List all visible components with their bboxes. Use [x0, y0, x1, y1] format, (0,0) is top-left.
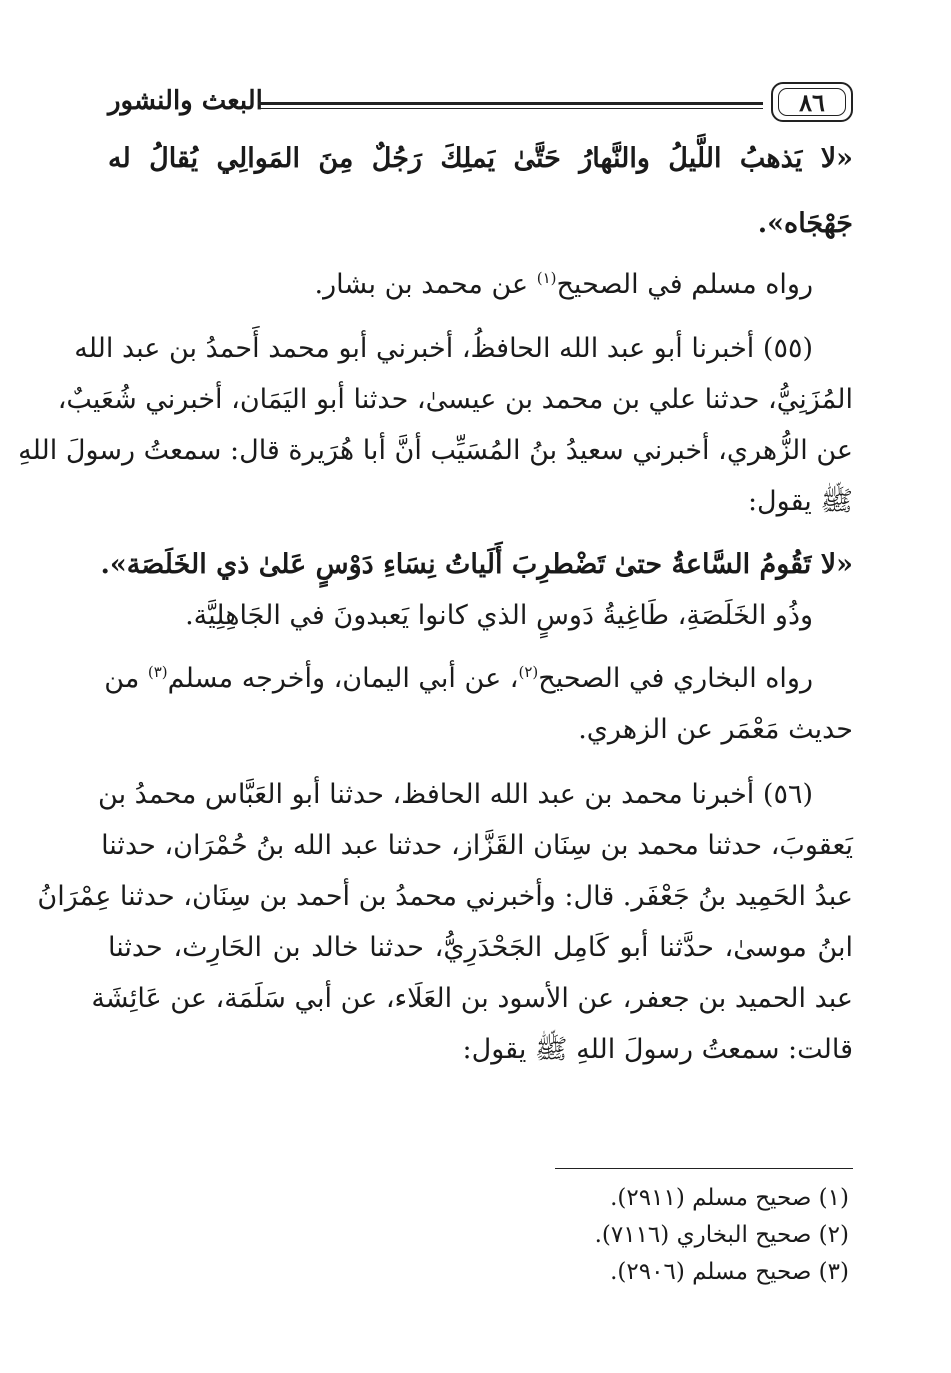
hadith-quote-line: جَهْجَاه».: [757, 208, 853, 239]
narration-text: رواه مسلم في الصحيح: [556, 269, 813, 300]
footnote-ref: (٣): [147, 663, 168, 681]
narration-line: [108, 259, 853, 310]
isnad-line: المُزَنِيُّ، حدثنا علي بن محمد بن عيسىٰ، حدثنا أبو اليَمَان، أخبرني شُعَيبٌ،: [57, 384, 853, 415]
main-text: [18, 133, 853, 1075]
footnote-ref: (١): [536, 269, 557, 287]
footnote: (٣) صحيح مسلم (٢٩٠٦).: [610, 1259, 849, 1285]
page-number-frame: [771, 82, 853, 122]
narration-text: رواه البخاري في الصحيح: [538, 663, 813, 694]
header-rule: [258, 102, 763, 105]
commentary-line: وذُو الخَلَصَةِ، طَاغِيةُ دَوسٍ الذي كانوا يَعبدونَ في الجَاهِلِيَّة.: [185, 600, 813, 631]
page-header: [108, 82, 853, 130]
isnad-line: قالت: سمعتُ رسولَ اللهِ ﷺ يقول:: [462, 1034, 853, 1065]
narration-text: من: [104, 663, 148, 694]
narration-text: عن محمد بن بشار.: [314, 269, 537, 300]
isnad-line: ابنُ موسىٰ، حدَّثنا أبو كَامِل الجَحْدَرِيُّ، حدثنا خالد بن الحَارِث، حدثنا: [108, 932, 853, 963]
footnote: (٢) صحيح البخاري (٧١١٦).: [594, 1222, 849, 1248]
isnad-line: (٥٦) أخبرنا محمد بن عبد الله الحافظ، حدثنا أبو العَبَّاس محمدُ بن: [98, 779, 813, 810]
hadith-quote-line: «لا تَقُومُ السَّاعةُ حتىٰ تَضْطرِبَ أَلَياتُ نِسَاءِ دَوْسٍ عَلىٰ ذي الخَلَصَة».: [100, 549, 853, 580]
footnote: (١) صحيح مسلم (٢٩١١).: [610, 1185, 849, 1211]
book-title: البعث والنشور: [108, 86, 263, 116]
footnote-ref: (٢): [518, 663, 539, 681]
isnad-line: ﷺ يقول:: [747, 486, 853, 517]
isnad-line: عبدُ الحَمِيد بنُ جَعْفَر. قال: وأخبرني محمدُ بن أحمد بن سِنَان، حدثنا عِمْرَانُ: [37, 881, 853, 912]
isnad-line: يَعقوبَ، حدثنا محمد بن سِنَان القَزَّاز، حدثنا عبد الله بنُ حُمْرَان، حدثنا: [101, 830, 853, 861]
narration-line: حديث مَعْمَر عن الزهري.: [578, 714, 853, 745]
header-rule-thin: [258, 108, 763, 109]
footnote-separator: [555, 1168, 853, 1169]
narration-line: [104, 653, 853, 704]
footnotes: [108, 1180, 853, 1291]
hadith-quote-line: «لا يَذهبُ اللَّيلُ والنَّهارُ حَتَّىٰ يَملِكَ رَجُلٌ مِنَ المَوالِي يُقالُ له: [108, 143, 853, 174]
page-number: ٨٦: [799, 87, 825, 117]
narration-text: ، عن أبي اليمان، وأخرجه مسلم: [167, 663, 519, 694]
isnad-line: عبد الحميد بن جعفر، عن الأسود بن العَلَاء، عن أبي سَلَمَة، عن عَائِشَة: [91, 983, 853, 1014]
isnad-line: عن الزُّهري، أخبرني سعيدُ بنُ المُسَيِّب أنَّ أبا هُرَيرة قال: سمعتُ رسولَ اللهِ: [18, 435, 853, 466]
isnad-line: (٥٥) أخبرنا أبو عبد الله الحافظُ، أخبرني أبو محمد أَحمدُ بن عبد الله: [74, 333, 813, 364]
